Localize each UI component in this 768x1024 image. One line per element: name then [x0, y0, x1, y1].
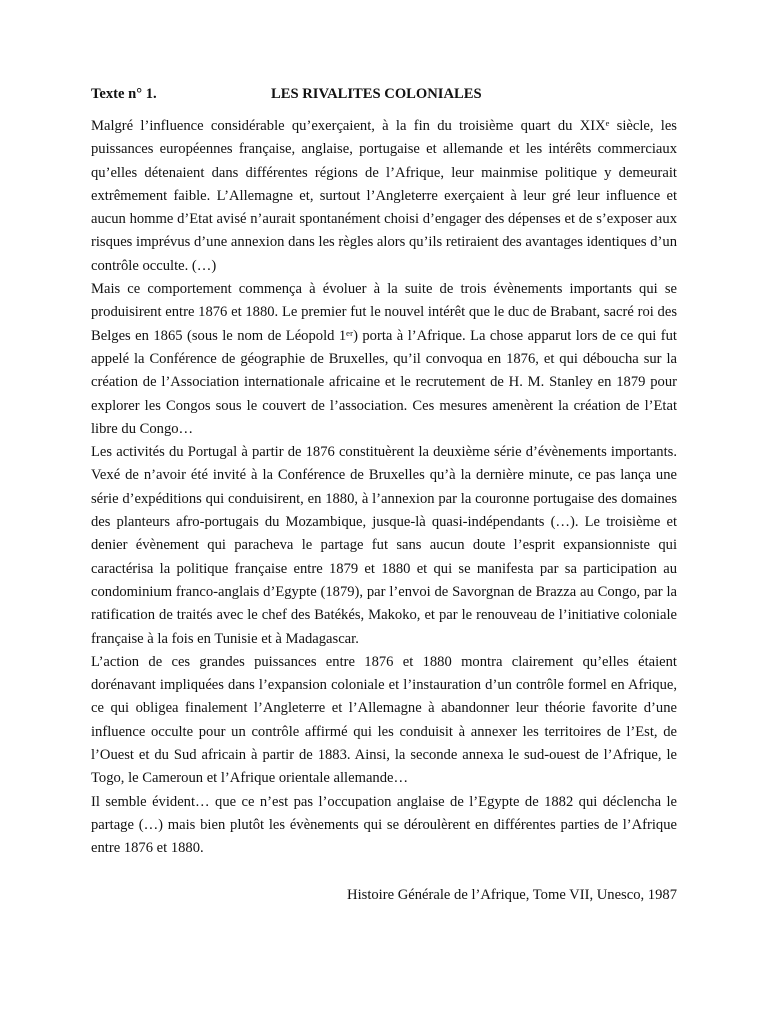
document-title: LES RIVALITES COLONIALES — [271, 86, 482, 102]
paragraph-2: Mais ce comportement commença à évoluer à la suite de trois évènements importants qui se produisirent entre 1876 et 1880. Le premier fut le nouvel intérêt que le duc de Brabant, sacré roi des Belges en 1865 (sous le nom de Léopold 1ᵉʳ) porta à l’Afrique. La chose apparut lors de ce qui fut appelé la Conférence de géographie de Bruxelles, qu’il convoqua en 1876, et qui déboucha sur la création de l’Association internationale africaine et le recrutement de H. M. Stanley en 1879 pour explorer les Congos sous le couvert de l’association. Ces mesures amenèrent la création de l’Etat libre du Congo… — [91, 281, 677, 437]
paragraph-1: Malgré l’influence considérable qu’exerçaient, à la fin du troisième quart du XIXᵉ siècle, les puissances européennes française, anglaise, portugaise et allemande et les intérêts commerciaux qu’elles détenaient dans différentes régions de l’Afrique, leur mainmise politique y demeurait extrêmement faible. L’Allemagne et, surtout l’Angleterre exerçaient à leur gré leur influence et aucun homme d’Etat avisé n’aurait spontanément choisi d’engager des dépenses et de s’exposer aux risques imprévus d’une annexion dans les règles alors qu’ils retiraient des avantages identiques d’un contrôle occulte. (…) — [91, 118, 677, 274]
text-number-label: Texte n° 1. — [91, 86, 157, 102]
paragraph-3: Les activités du Portugal à partir de 1876 constituèrent la deuxième série d’évènements importants. Vexé de n’avoir été invité à la Conférence de Bruxelles qu’à la dernière minute, ce pas lança une série d’expéditions qui conduisirent, en 1880, à l’annexion par la couronne portugaise des domaines des planteurs afro-portugais du Mozambique, jusque-là quasi-indépendants (…). Le troisième et denier évènement qui paracheva le partage fut sans aucun doute l’esprit expansionniste qui caractérisa la politique française entre 1879 et 1880 et qui se manifesta par sa participation au condominium franco-anglais d’Egypte (1879), par l’envoi de Savorgnan de Brazza au Congo, par la ratification de traités avec le chef des Batékés, Makoko, et par le renouveau de l’initiative coloniale française à la fois en Tunisie et à Madagascar. — [91, 444, 677, 647]
document-page — [91, 82, 677, 907]
paragraph-4: L’action de ces grandes puissances entre 1876 et 1880 montra clairement qu’elles étaient dorénavant impliquées dans l’expansion coloniale et l’instauration d’un contrôle formel en Afrique, ce qui obligea finalement l’Angleterre et l’Allemagne à abandonner leur théorie favorite d’une influence occulte pour un contrôle affirmé qui les conduisit à annexer les territoires de l’Est, de l’Ouest et du Sud africain à partir de 1883. Ainsi, la seconde annexa le sud-ouest de l’Afrique, le Togo, le Cameroun et l’Afrique orientale allemande… — [91, 653, 677, 787]
document-header — [91, 82, 677, 106]
paragraph-5: Il semble évident… que ce n’est pas l’occupation anglaise de l’Egypte de 1882 qui déclencha le partage (…) mais bien plutôt les évènements qui se déroulèrent en différentes parties de l’Afrique entre 1876 et 1880. — [91, 793, 677, 857]
document-body — [91, 115, 677, 861]
source-citation: Histoire Générale de l’Afrique, Tome VII, Unesco, 1987 — [347, 886, 677, 903]
